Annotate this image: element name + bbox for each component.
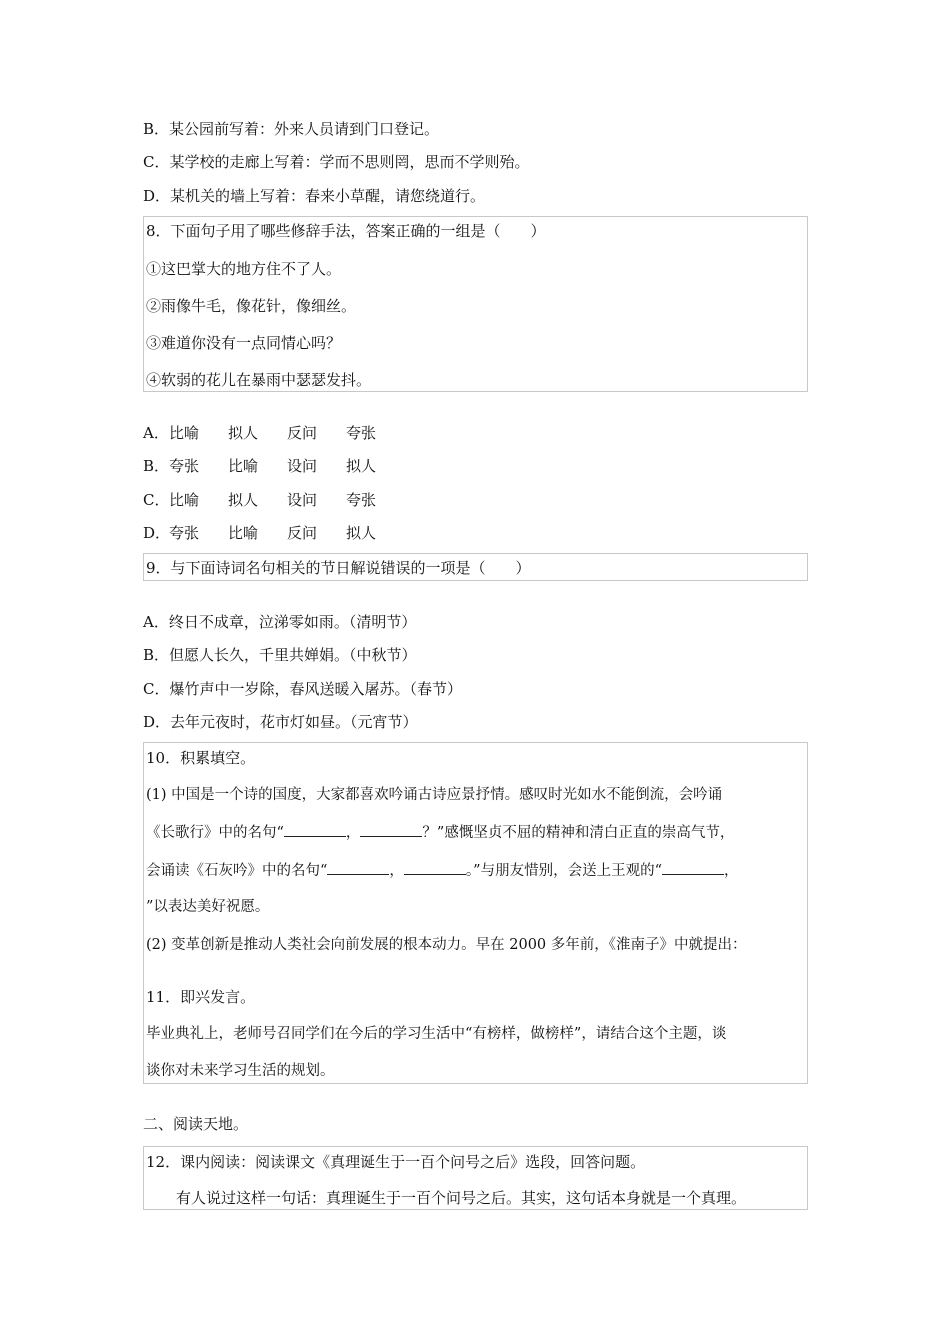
q10-p1-line1: (1) 中国是一个诗的国度，大家都喜欢吟诵古诗应景抒情。感叹时光如水不能倒流，会吟诵 xyxy=(146,787,723,803)
fill-blank[interactable] xyxy=(662,860,724,875)
q9-option-a: A．终日不成章，泣涕零如雨。（清明节） xyxy=(143,613,417,631)
q8-sentence-1: ①这巴掌大的地方住不了人。 xyxy=(146,260,342,278)
q7-option-b: B．某公园前写着：外来人员请到门口登记。 xyxy=(143,120,440,138)
q12-stem: 12．课内阅读：阅读课文《真理诞生于一百个问号之后》选段，回答问题。 xyxy=(146,1153,646,1171)
option-word: 反问 xyxy=(287,424,318,442)
option-word: 拟人 xyxy=(346,457,377,475)
fill-blank[interactable] xyxy=(327,860,389,875)
option-word: 比喻 xyxy=(169,491,200,509)
option-label: A． xyxy=(143,424,169,442)
option-label: C． xyxy=(143,491,170,509)
q8-option-d xyxy=(143,523,405,543)
q11-line1: 毕业典礼上，老师号召同学们在今后的学习生活中“有榜样，做榜样”，请结合这个主题，谈 xyxy=(146,1026,727,1042)
q10-p1-line4: ”以表达美好祝愿。 xyxy=(146,899,270,915)
q11-stem: 11．即兴发言。 xyxy=(146,988,256,1006)
option-word: 拟人 xyxy=(228,424,259,442)
option-word: 夸张 xyxy=(346,491,377,509)
q7-option-d: D．某机关的墙上写着：春来小草醒，请您绕道行。 xyxy=(143,187,486,205)
q8-stem: 8．下面句子用了哪些修辞手法，答案正确的一组是（ ） xyxy=(146,222,546,240)
q7-option-c: C．某学校的走廊上写着：学而不思则罔，思而不学则殆。 xyxy=(143,153,530,171)
q10-p1-line3 xyxy=(146,860,739,881)
option-word: 拟人 xyxy=(346,524,377,542)
q10-p2-line1: (2) 变革创新是推动人类社会向前发展的根本动力。早在 2000 多年前，《淮南子》中就提出： xyxy=(146,937,747,953)
option-label: D． xyxy=(143,524,171,542)
q8-sentence-4: ④软弱的花儿在暴雨中瑟瑟发抖。 xyxy=(146,371,372,389)
section-title: 二、阅读天地。 xyxy=(143,1115,249,1133)
option-word: 反问 xyxy=(287,524,318,542)
q11-line2: 谈你对未来学习生活的规划。 xyxy=(146,1063,335,1079)
q8-sentence-2: ②雨像牛毛，像花针，像细丝。 xyxy=(146,297,357,315)
option-word: 比喻 xyxy=(228,524,259,542)
text: 《长歌行》中的名句“ xyxy=(146,825,284,841)
option-word: 拟人 xyxy=(228,491,259,509)
text: ， xyxy=(345,825,361,841)
option-word: 夸张 xyxy=(169,457,200,475)
q9-option-c: C．爆竹声中一岁除，春风送暖入屠苏。（春节） xyxy=(143,680,462,698)
option-label: B． xyxy=(143,457,170,475)
q8-option-c xyxy=(143,490,405,510)
q9-option-b: B．但愿人长久，千里共婵娟。（中秋节） xyxy=(143,646,417,664)
text: ？”感慨坚贞不屈的精神和清白正直的崇高气节， xyxy=(422,825,735,841)
fill-blank[interactable] xyxy=(360,822,422,837)
q9-option-d: D．去年元夜时，花市灯如昼。（元宵节） xyxy=(143,713,418,731)
q10-q11-box xyxy=(143,742,808,1084)
q8-box xyxy=(143,216,808,392)
text: ， xyxy=(724,863,739,879)
q12-passage-line1: 有人说过这样一句话：真理诞生于一百个问号之后。其实，这句话本身就是一个真理。 xyxy=(176,1189,747,1207)
text: ， xyxy=(389,863,404,879)
fill-blank[interactable] xyxy=(284,822,346,837)
fill-blank[interactable] xyxy=(404,860,466,875)
q12-box xyxy=(143,1146,808,1210)
text: 会诵读《石灰吟》中的名句“ xyxy=(146,863,328,879)
q8-sentence-3: ③难道你没有一点同情心吗？ xyxy=(146,334,342,352)
text: 。”与朋友惜别，会送上王观的“ xyxy=(465,863,662,879)
option-word: 设问 xyxy=(287,491,318,509)
q10-p1-line2 xyxy=(146,822,734,843)
option-word: 比喻 xyxy=(228,457,259,475)
option-word: 夸张 xyxy=(346,424,377,442)
q8-option-a xyxy=(143,423,405,443)
q8-option-b xyxy=(143,456,405,476)
option-word: 夸张 xyxy=(169,524,200,542)
q10-stem: 10．积累填空。 xyxy=(146,749,256,767)
q9-stem: 9．与下面诗词名句相关的节日解说错误的一项是（ ） xyxy=(146,559,531,577)
option-word: 比喻 xyxy=(169,424,200,442)
option-word: 设问 xyxy=(287,457,318,475)
q9-box xyxy=(143,553,808,581)
